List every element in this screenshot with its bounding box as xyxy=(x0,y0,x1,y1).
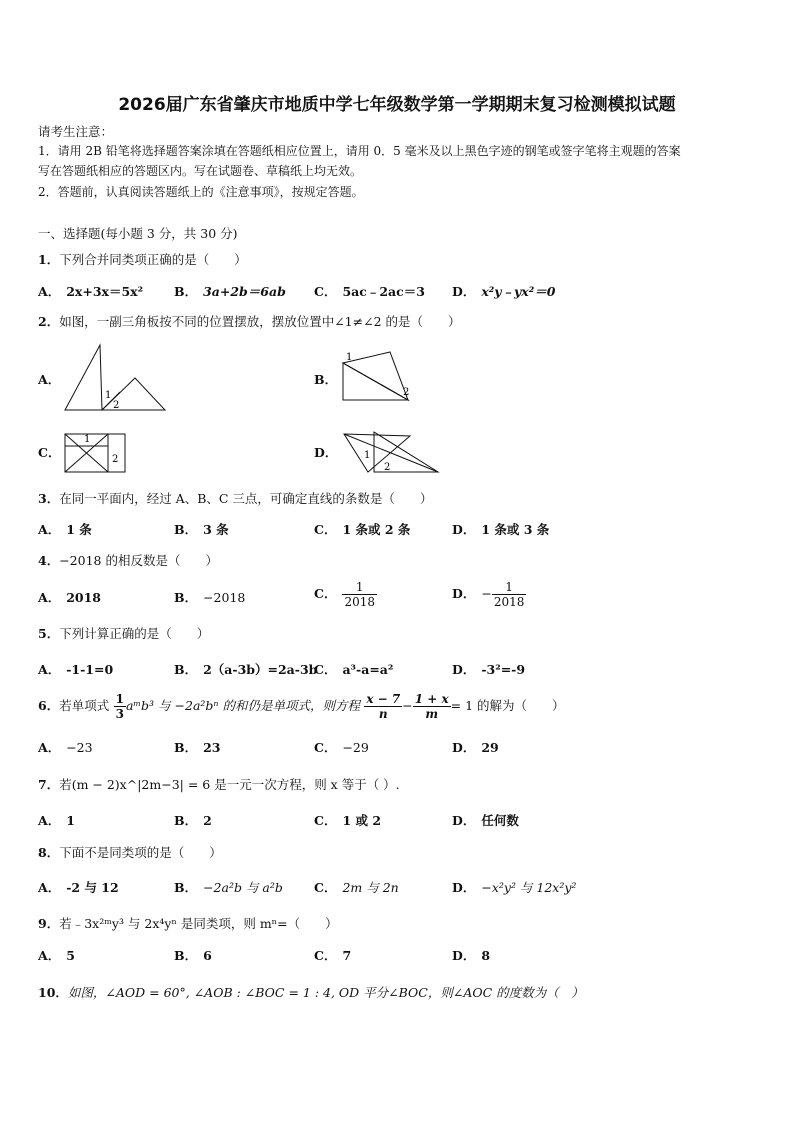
question-5-options xyxy=(38,660,758,678)
figure-d-triangles xyxy=(340,428,442,478)
fraction: $\frac{1}{2018}$ xyxy=(493,580,525,609)
page-title: 2026届广东省肇庆市地质中学七年级数学第一学期期末复习检测模拟试题 xyxy=(118,95,676,115)
question-9: 9．若﹣3x²ᵐy³ 与 2x⁴yⁿ 是同类项，则 mⁿ=（ ） xyxy=(38,916,338,931)
angle-2-label: 2 xyxy=(113,400,120,411)
option-a[interactable]: A． 5 xyxy=(38,948,75,963)
question-7-options xyxy=(38,811,758,829)
question-4: 4．−2018 的相反数是（ ） xyxy=(38,553,218,568)
angle-2-label: 2 xyxy=(112,454,119,465)
question-8: 8．下面不是同类项的是（ ） xyxy=(38,845,222,860)
question-1-options xyxy=(38,282,758,300)
angle-1-label: 1 xyxy=(346,352,353,363)
question-10: 10．如图，∠AOD = 60°, ∠AOB : ∠BOC = 1 : 4, OD 平分∠BOC，则∠AOC 的度数为（ ） xyxy=(38,985,584,1000)
option-a-label[interactable]: A． xyxy=(38,372,61,387)
option-a[interactable]: A． 2x+3x＝5x² xyxy=(38,284,144,299)
angle-1-label: 1 xyxy=(105,390,112,401)
option-c[interactable]: C． −29 xyxy=(314,740,369,755)
option-a[interactable]: A． 1 条 xyxy=(38,522,92,537)
option-c[interactable]: C． 1 条或 2 条 xyxy=(314,522,411,537)
option-c[interactable]: C． $\frac{1}{2018}$ xyxy=(314,580,375,609)
angle-2-label: 2 xyxy=(403,387,410,398)
question-3-options xyxy=(38,520,758,538)
option-b[interactable]: B． −2018 xyxy=(174,590,246,605)
angle-2-label: 2 xyxy=(384,462,391,473)
option-b[interactable]: B． 6 xyxy=(174,948,212,963)
question-7: 7．若(m − 2)x^|2m−3| = 6 是一元一次方程，则 x 等于（ ）. xyxy=(38,777,400,792)
option-c[interactable]: C． 2m 与 2n xyxy=(314,880,399,895)
option-b[interactable]: B． 3 条 xyxy=(174,522,229,537)
option-a[interactable]: A． -1-1=0 xyxy=(38,662,114,677)
notice-line-1: 1．请用 2B 铅笔将选择题答案涂填在答题纸相应位置上，请用 0．5 毫米及以上黑色字迹的钢笔或签字笔将主观题的答案 xyxy=(38,144,681,158)
option-c[interactable]: C． 7 xyxy=(314,948,352,963)
question-9-options xyxy=(38,946,758,964)
option-b[interactable]: B． 23 xyxy=(174,740,221,755)
notice-line-1b: 写在答题纸相应的答题区内。写在试题卷、草稿纸上均无效。 xyxy=(38,164,363,178)
option-d[interactable]: D． 任何数 xyxy=(452,813,519,828)
fraction: $\frac{1 + x}{m}$ xyxy=(414,692,449,721)
question-4-options xyxy=(38,580,758,616)
option-d[interactable]: D． 1 条或 3 条 xyxy=(452,522,550,537)
option-b-label[interactable]: B． xyxy=(314,372,338,387)
section-heading: 一、选择题(每小题 3 分，共 30 分) xyxy=(38,226,238,241)
option-a[interactable]: A． −23 xyxy=(38,740,93,755)
fraction: $\frac{1}{2018}$ xyxy=(344,580,375,609)
question-3: 3．在同一平面内，经过 A、B、C 三点，可确定直线的条数是（ ） xyxy=(38,491,433,506)
option-b[interactable]: B． 3a+2b＝6ab xyxy=(174,284,286,299)
question-8-options xyxy=(38,878,758,896)
option-d[interactable]: D． 29 xyxy=(452,740,499,755)
option-d[interactable]: D． -3²=-9 xyxy=(452,662,526,677)
option-b[interactable]: B． 2 xyxy=(174,813,212,828)
option-c[interactable]: C． 5ac﹣2ac＝3 xyxy=(314,284,425,299)
question-2: 2．如图，一副三角板按不同的位置摆放，摆放位置中∠1≠∠2 的是（ ） xyxy=(38,314,461,329)
option-a[interactable]: A． -2 与 12 xyxy=(38,880,119,895)
option-d[interactable]: D． x²y﹣yx²＝0 xyxy=(452,284,556,299)
fraction: $\frac{1}{3}$ xyxy=(115,692,124,721)
question-6-options xyxy=(38,738,758,756)
option-d[interactable]: D． −x²y² 与 12x²y² xyxy=(452,880,577,895)
notice-heading: 请考生注意： xyxy=(38,124,114,139)
option-a[interactable]: A． 1 xyxy=(38,813,75,828)
angle-1-label: 1 xyxy=(364,450,371,461)
option-c[interactable]: C． a³-a=a² xyxy=(314,662,394,677)
option-c[interactable]: C． 1 或 2 xyxy=(314,813,382,828)
figure-c-triangles xyxy=(60,428,132,476)
notice-line-2: 2．答题前，认真阅读答题纸上的《注意事项》，按规定答题。 xyxy=(38,185,364,199)
angle-1-label: 1 xyxy=(84,434,91,445)
option-b[interactable]: B． −2a²b 与 a²b xyxy=(174,880,283,895)
question-1: 1．下列合并同类项正确的是（ ） xyxy=(38,252,247,267)
option-a[interactable]: A． 2018 xyxy=(38,590,101,605)
question-6: 6．若单项式 $\frac{1}{3}$ aᵐb³ 与 −2a²bⁿ 的和仍是单项式，则方程 $\frac{x - 7}{n}$ − $\frac{1 + x}{m}$ = 1 的解为（ ） xyxy=(38,692,565,721)
fraction: $\frac{x - 7}{n}$ xyxy=(366,692,401,721)
option-d[interactable]: D． 8 xyxy=(452,948,491,963)
option-d-label[interactable]: D． xyxy=(314,445,338,460)
option-b[interactable]: B． 2（a-3b）=2a-3b xyxy=(174,662,318,677)
option-d[interactable]: D． − $\frac{1}{2018}$ xyxy=(452,580,525,609)
figure-b-triangles xyxy=(338,348,418,406)
question-5: 5．下列计算正确的是（ ） xyxy=(38,626,210,641)
option-c-label[interactable]: C． xyxy=(38,445,61,460)
figure-a-triangles xyxy=(60,340,170,415)
